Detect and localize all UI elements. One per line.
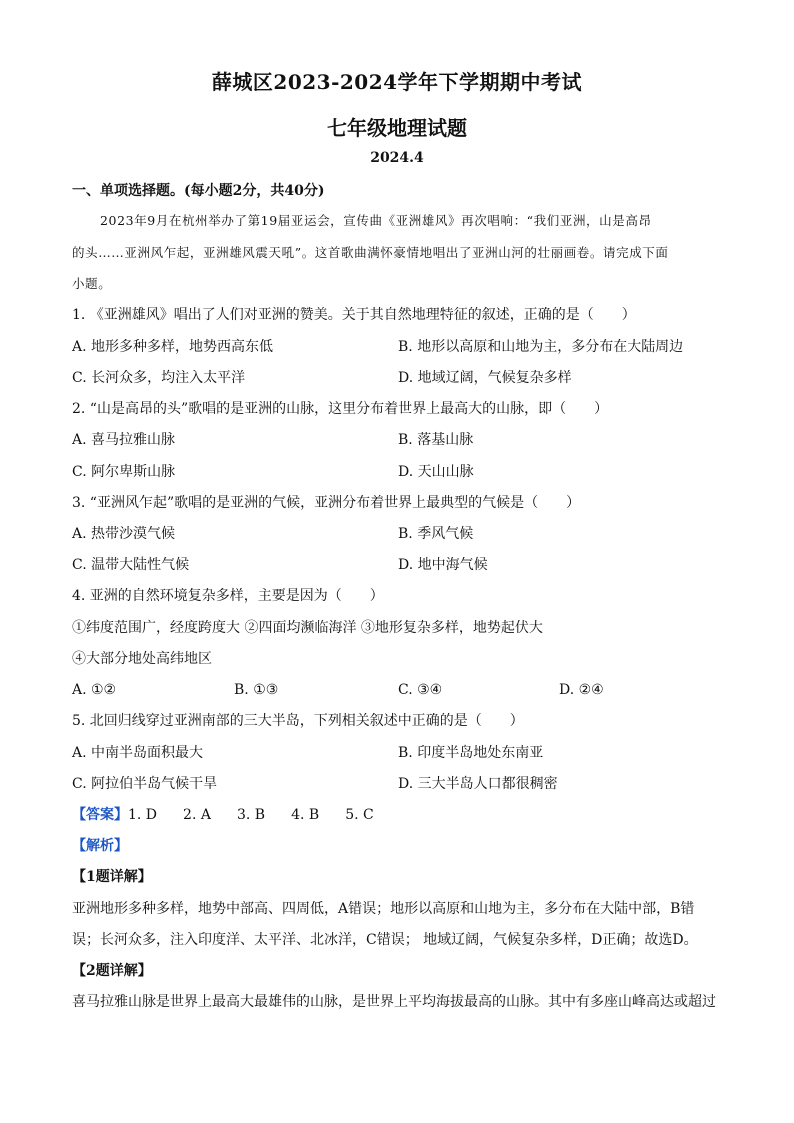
- question-5-option-d: D. 三大半岛人口都很稠密: [398, 776, 558, 792]
- question-4-option-c: C. ③④: [398, 682, 443, 698]
- question-5-option-a: A. 中南半岛面积最大: [72, 745, 204, 761]
- q1-analysis-line-1: 亚洲地形多种多样，地势中部高、四周低，A错误；地形以高原和山地为主，多分布在大陆中部，B错: [72, 901, 695, 917]
- answer-value: 1. D: [128, 807, 158, 823]
- q1-analysis-line-2: 误；长河众多，注入印度洋、太平洋、北冰洋，C错误； 地域辽阔，气候复杂多样，D正确；故选D。: [72, 932, 698, 948]
- q2-analysis-line-1: 喜马拉雅山脉是世界上最高大最雄伟的山脉，是世界上平均海拔最高的山脉。其中有多座山峰高达或超过: [72, 994, 716, 1010]
- exam-title: 薛城区2023-2024学年下学期期中考试: [211, 70, 583, 94]
- question-2-option-b: B. 落基山脉: [398, 432, 474, 448]
- answer-value: 2. A: [183, 807, 211, 823]
- intro-line-3: 小题。: [72, 276, 112, 291]
- analysis-tag: 【解析】: [72, 838, 128, 854]
- question-1-option-d: D. 地域辽阔，气候复杂多样: [398, 370, 572, 386]
- intro-line-2: 的头……亚洲风乍起，亚洲雄风震天吼”。这首歌曲满怀豪情地唱出了亚洲山河的壮丽画卷。请完成下面: [72, 245, 669, 260]
- q2-analysis-heading: 【2题详解】: [72, 963, 152, 979]
- question-3-option-c: C. 温带大陆性气候: [72, 557, 190, 573]
- exam-subtitle: 七年级地理试题: [327, 116, 467, 140]
- question-4-stem: 4. 亚洲的自然环境复杂多样，主要是因为（ ）: [72, 588, 384, 604]
- question-1-option-b: B. 地形以高原和山地为主，多分布在大陆周边: [398, 339, 684, 355]
- answer-value: 5. C: [345, 807, 374, 823]
- question-4-option-b: B. ①③: [234, 682, 279, 698]
- q1-analysis-heading: 【1题详解】: [72, 869, 152, 885]
- question-5-option-b: B. 印度半岛地处东南亚: [398, 745, 544, 761]
- question-4-option-d: D. ②④: [559, 682, 604, 698]
- answer-tag: 【答案】: [72, 807, 128, 823]
- exam-date: 2024.4: [370, 150, 424, 166]
- question-1-stem: 1. 《亚洲雄风》唱出了人们对亚洲的赞美。关于其自然地理特征的叙述，正确的是（ ）: [72, 307, 636, 323]
- section-heading: 一、单项选择题。(每小题2分，共40分): [72, 183, 325, 199]
- intro-line-1: 2023年9月在杭州举办了第19届亚运会，宣传曲《亚洲雄风》再次唱响：“我们亚洲，山是高昂: [100, 213, 652, 228]
- answer-line: [72, 805, 400, 825]
- question-4-statement-2: ④大部分地处高纬地区: [72, 651, 212, 667]
- question-2-option-d: D. 天山山脉: [398, 464, 474, 480]
- question-1-option-a: A. 地形多种多样，地势西高东低: [72, 339, 274, 355]
- question-2-stem: 2. “山是高昂的头”歌唱的是亚洲的山脉，这里分布着世界上最高大的山脉，即（ ）: [72, 401, 609, 417]
- answer-value: 3. B: [236, 807, 266, 823]
- question-5-stem: 5. 北回归线穿过亚洲南部的三大半岛，下列相关叙述中正确的是（ ）: [72, 713, 524, 729]
- question-3-option-b: B. 季风气候: [398, 526, 474, 542]
- question-3-option-a: A. 热带沙漠气候: [72, 526, 176, 542]
- question-5-option-c: C. 阿拉伯半岛气候干旱: [72, 776, 218, 792]
- question-4-statement-1: ①纬度范围广，经度跨度大 ②四面均濒临海洋 ③地形复杂多样，地势起伏大: [72, 620, 543, 636]
- question-1-option-c: C. 长河众多，均注入太平洋: [72, 370, 246, 386]
- question-3-stem: 3. “亚洲风乍起”歌唱的是亚洲的气候，亚洲分布着世界上最典型的气候是（ ）: [72, 495, 581, 511]
- answer-value: 4. B: [291, 807, 320, 823]
- question-3-option-d: D. 地中海气候: [398, 557, 488, 573]
- question-4-option-a: A. ①②: [72, 682, 117, 698]
- question-2-option-c: C. 阿尔卑斯山脉: [72, 464, 176, 480]
- question-2-option-a: A. 喜马拉雅山脉: [72, 432, 176, 448]
- answer-values: [128, 807, 400, 823]
